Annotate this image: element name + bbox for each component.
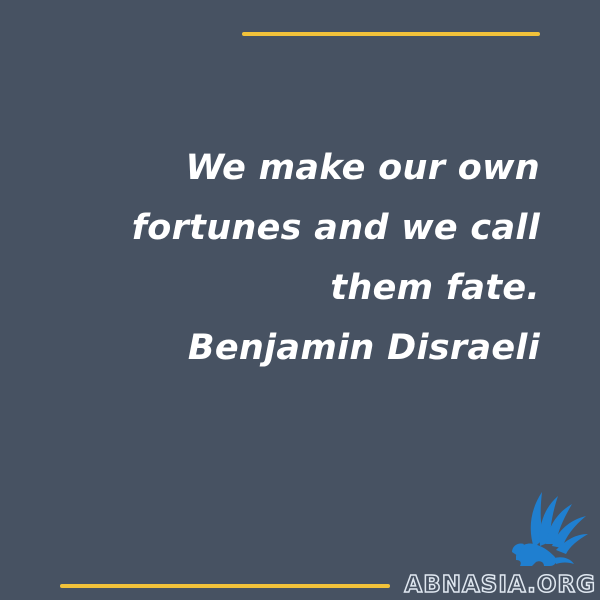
brand-logo (396, 486, 596, 598)
logo-text: ABNASIA.ORG (404, 572, 596, 598)
quote-line: them fate. (330, 268, 540, 308)
quote-line: We make our own (185, 148, 540, 188)
winged-lion-icon (510, 486, 590, 568)
quote-text (70, 138, 540, 378)
quote-line: fortunes and we call (131, 208, 540, 248)
bottom-accent-line (60, 584, 390, 588)
quote-author: Benjamin Disraeli (187, 328, 540, 368)
top-accent-line (242, 32, 540, 36)
